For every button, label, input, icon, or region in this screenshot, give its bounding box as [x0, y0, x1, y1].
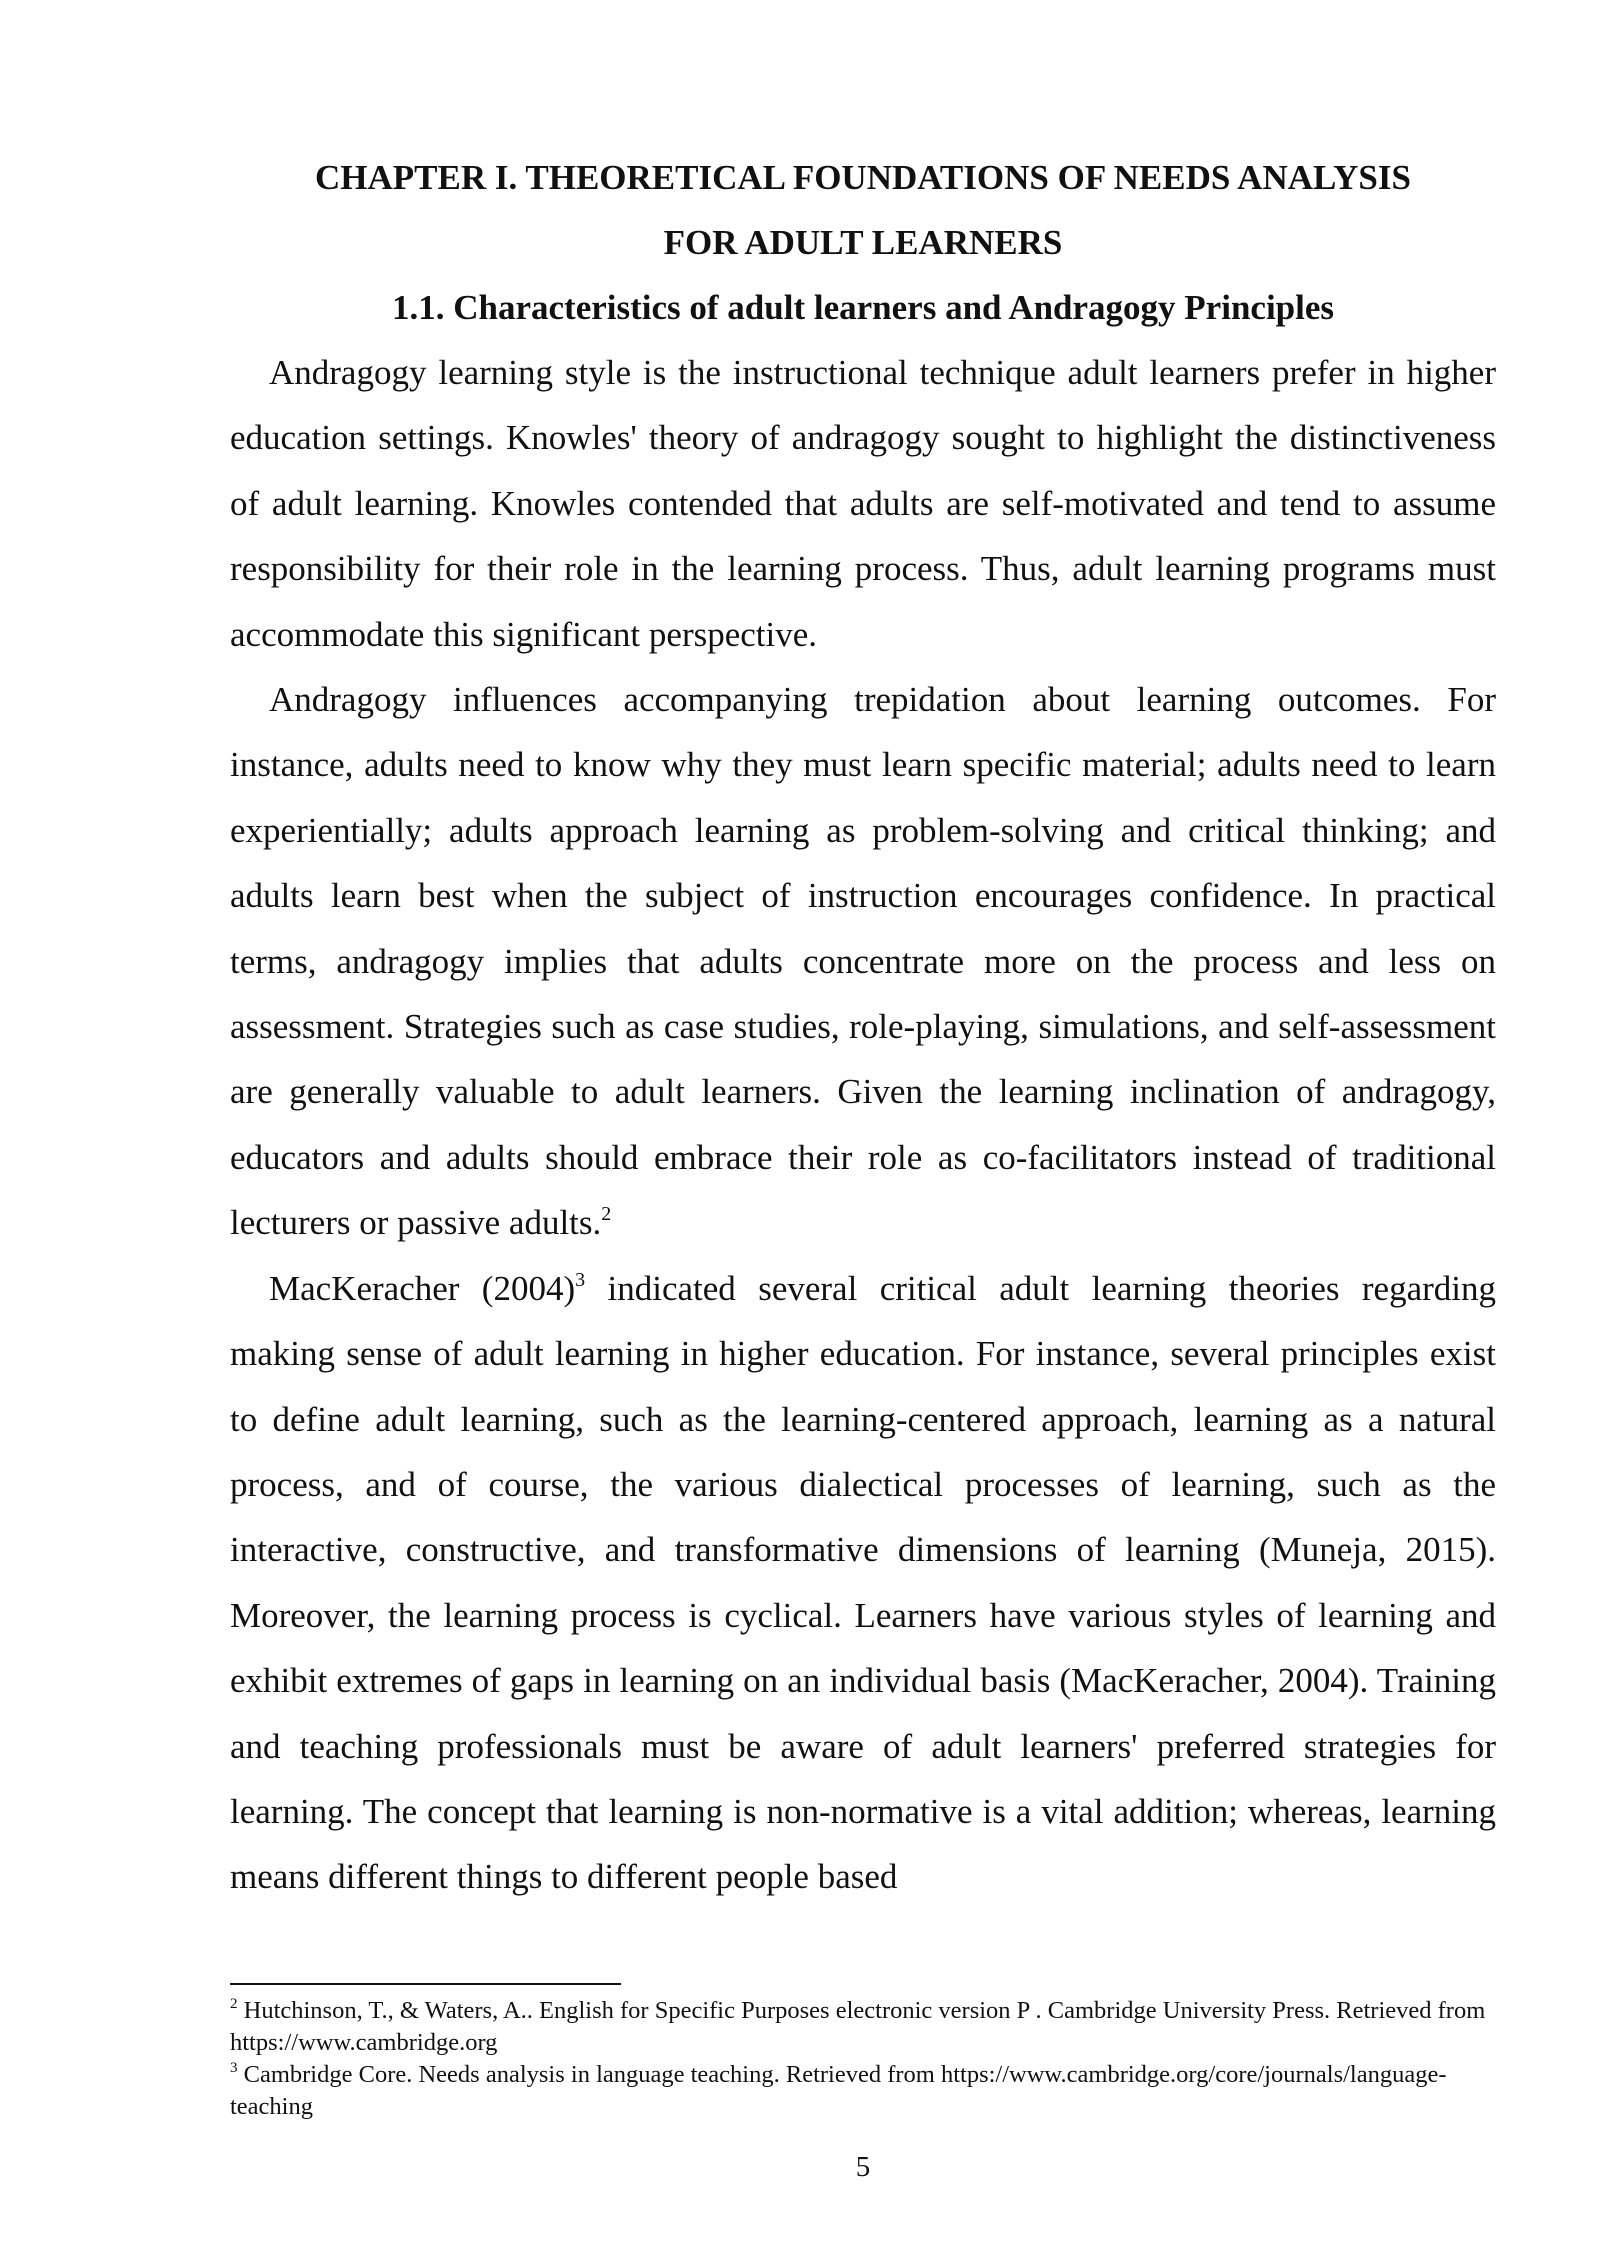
paragraph-2-text: Andragogy influences accompanying trepidation about learning outcomes. For instance, adults need to know why they must learn specific material; adults need to learn experientially; adults approach learning as problem-solving and critical thinking; and adults learn best when the subject of instruction encourages confidence. In practical terms, andragogy implies that adults concentrate more on the process and less on assessment. Strategies such as case studies, role-playing, simulations, and self-assessment are generally valuable to adult learners. Given the learning inclination of andragogy, educators and adults should embrace their role as co-facilitators instead of traditional lecturers or passive adults.: [230, 680, 1496, 1243]
paragraph-2: [230, 667, 1496, 1256]
footnote-ref-3[interactable]: 3: [575, 1268, 586, 1291]
footnote-2-text: Hutchinson, T., & Waters, A.. English for Specific Purposes electronic version P . Cambridge University Press. Retrieved from https://www.cambridge.org: [230, 1997, 1486, 2056]
footnotes: [230, 1995, 1496, 2123]
footnote-2-number: 2: [230, 1996, 238, 2012]
footnote-separator: [230, 1983, 621, 1985]
page-number: 5: [855, 2151, 871, 2183]
footnote-3-number: 3: [230, 2060, 238, 2076]
paragraph-3: [230, 1256, 1496, 1910]
paragraph-1: [230, 340, 1496, 667]
chapter-title-line-1: CHAPTER I. THEORETICAL FOUNDATIONS OF NEEDS ANALYSIS: [315, 158, 1411, 197]
footnote-3-text: Cambridge Core. Needs analysis in language teaching. Retrieved from https://www.cambridge.org/core/journals/language-teaching: [230, 2061, 1447, 2120]
paragraph-3-text-before: MacKeracher (2004): [269, 1268, 576, 1308]
chapter-title: [230, 145, 1496, 275]
page-body: [230, 145, 1496, 1910]
footnote-3: [230, 2059, 1496, 2123]
chapter-title-line-2: FOR ADULT LEARNERS: [663, 223, 1063, 262]
section-title: 1.1. Characteristics of adult learners and Andragogy Principles: [391, 288, 1335, 327]
paragraph-1-text: Andragogy learning style is the instructional technique adult learners prefer in higher education settings. Knowles' theory of andragogy sought to highlight the distinctiveness of adult learning. Knowles contended that adults are self-motivated and tend to assume responsibility for their role in the learning process. Thus, adult learning programs must accommodate this significant perspective.: [230, 353, 1496, 654]
footnote-ref-2[interactable]: 2: [601, 1203, 612, 1226]
footnote-2: [230, 1995, 1496, 2059]
paragraph-3-text-after: indicated several critical adult learning theories regarding making sense of adult learning in higher education. For instance, several principles exist to define adult learning, such as the learning-centered approach, learning as a natural process, and of course, the various dialectical processes of learning, such as the interactive, constructive, and transformative dimensions of learning (Muneja, 2015). Moreover, the learning process is cyclical. Learners have various styles of learning and exhibit extremes of gaps in learning on an individual basis (MacKeracher, 2004). Training and teaching professionals must be aware of adult learners' preferred strategies for learning. The concept that learning is non-normative is a vital addition; whereas, learning means different things to different people based: [230, 1268, 1496, 1897]
